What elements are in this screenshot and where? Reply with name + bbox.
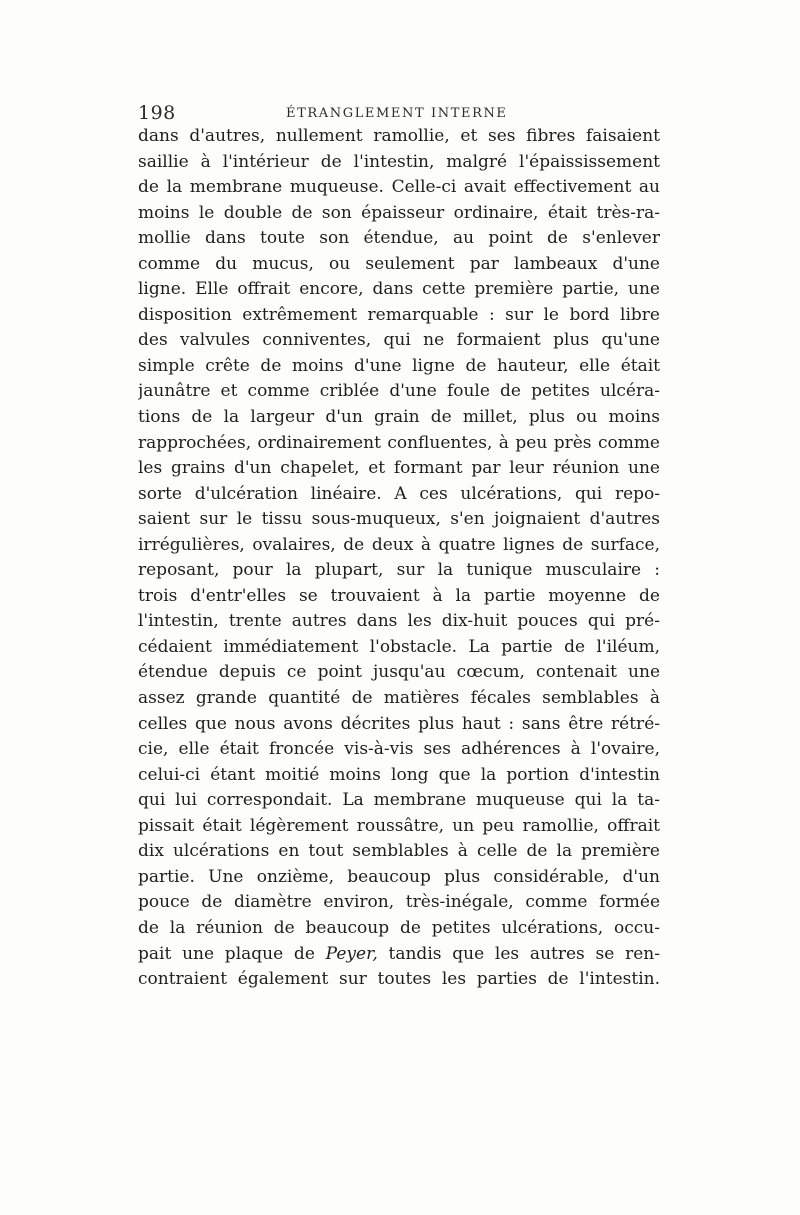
text-line: partie. Une onzième, beaucoup plus considérable, d'un xyxy=(138,866,660,887)
text-line: dix ulcérations en tout semblables à celle de la première xyxy=(138,841,660,862)
text-line: de la membrane muqueuse. Celle-ci avait effectivement au xyxy=(138,177,660,198)
text-line: cie, elle était froncée vis-à-vis ses adhérences à l'ovaire, xyxy=(138,739,660,760)
text-line: assez grande quantité de matières fécales semblables à xyxy=(138,688,660,709)
text-line-peyer xyxy=(138,942,660,968)
text-line: pouce de diamètre environ, très-inégale, comme formée xyxy=(138,892,660,913)
text-line: de la réunion de beaucoup de petites ulcérations, occu- xyxy=(138,917,660,938)
text-line: simple crête de moins d'une ligne de hauteur, elle était xyxy=(138,355,660,376)
text-line: les grains d'un chapelet, et formant par leur réunion une xyxy=(138,458,660,479)
text-line: celles que nous avons décrites plus haut : sans être rétré- xyxy=(138,713,660,734)
text-line: rapprochées, ordinairement confluentes, à peu près comme xyxy=(138,432,660,453)
text-line: trois d'entr'elles se trouvaient à la partie moyenne de xyxy=(138,585,660,606)
text-line: reposant, pour la plupart, sur la tunique musculaire : xyxy=(138,560,660,581)
text-line: cédaient immédiatement l'obstacle. La partie de l'iléum, xyxy=(138,636,660,657)
text-line: des valvules conniventes, qui ne formaient plus qu'une xyxy=(138,330,660,351)
italic-name-peyer: Peyer, xyxy=(325,943,378,964)
text-line: irrégulières, ovalaires, de deux à quatre lignes de surface, xyxy=(138,534,660,555)
body-paragraph xyxy=(138,124,660,993)
text-line: jaunâtre et comme criblée d'une foule de petites ulcéra- xyxy=(138,381,660,402)
running-title: ÉTRANGLEMENT INTERNE xyxy=(286,106,508,121)
page-number: 198 xyxy=(138,102,176,124)
text-line: qui lui correspondait. La membrane muqueuse qui la ta- xyxy=(138,790,660,811)
text-line: sorte d'ulcération linéaire. A ces ulcérations, qui repo- xyxy=(138,483,660,504)
text-line: l'intestin, trente autres dans les dix-huit pouces qui pré- xyxy=(138,611,660,632)
text-line: pissait était légèrement roussâtre, un peu ramollie, offrait xyxy=(138,815,660,836)
text-line: celui-ci étant moitié moins long que la portion d'intestin xyxy=(138,764,660,785)
text-line: dans d'autres, nullement ramollie, et ses fibres faisaient xyxy=(138,126,660,146)
text-segment: pait une plaque de xyxy=(138,943,326,964)
text-line: saillie à l'intérieur de l'intestin, malgré l'épaississement xyxy=(138,151,660,172)
text-line: comme du mucus, ou seulement par lambeaux d'une xyxy=(138,253,660,274)
text-line: tions de la largeur d'un grain de millet, plus ou moins xyxy=(138,407,660,428)
text-line: saient sur le tissu sous-muqueux, s'en joignaient d'autres xyxy=(138,509,660,530)
text-line: moins le double de son épaisseur ordinaire, était très-ra- xyxy=(138,202,660,223)
text-line: étendue depuis ce point jusqu'au cœcum, contenait une xyxy=(138,662,660,683)
text-segment: tandis que les autres se ren- xyxy=(377,943,660,964)
text-line-final: contraient également sur toutes les parties de l'intestin. xyxy=(138,969,660,990)
text-line: mollie dans toute son étendue, au point de s'enlever xyxy=(138,228,660,249)
running-head xyxy=(138,102,660,126)
text-line: ligne. Elle offrait encore, dans cette première partie, une xyxy=(138,279,660,300)
text-line: disposition extrêmement remarquable : sur le bord libre xyxy=(138,304,660,325)
